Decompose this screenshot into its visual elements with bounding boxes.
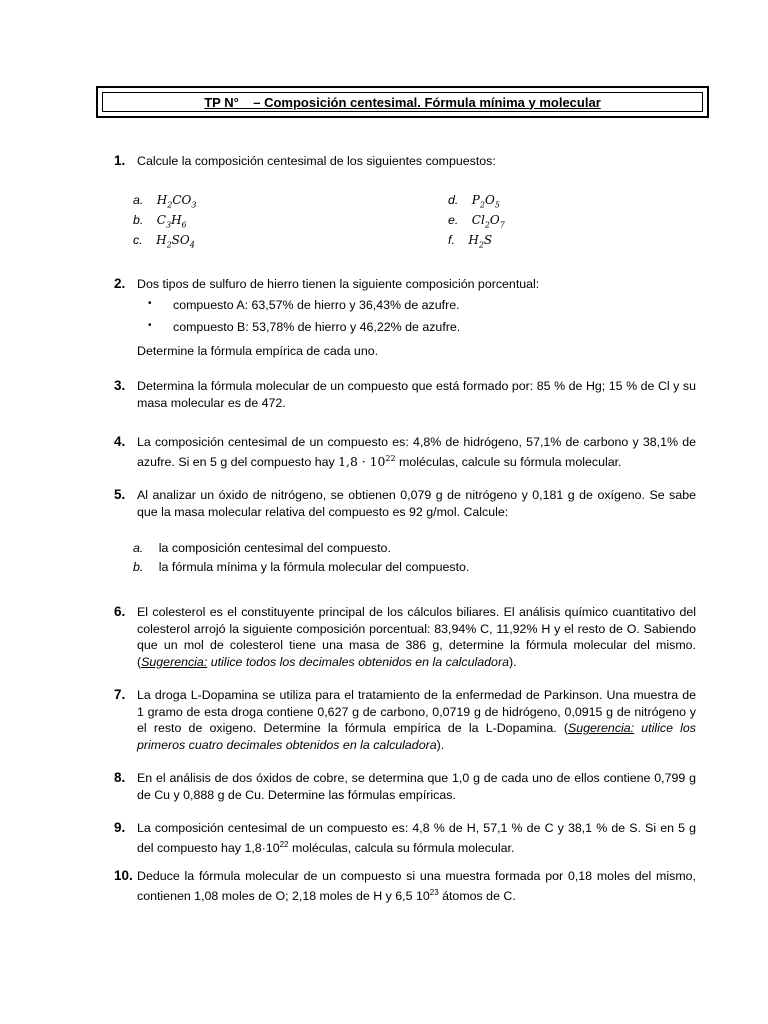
exercise-7 (114, 687, 696, 753)
bullet-item: • compuesto B: 53,78% de hierro y 46,22% de azufre. (148, 320, 461, 334)
exercise-2 (114, 276, 696, 293)
exercise-text: La composición centesimal de un compuesto es: 4,8 % de H, 57,1 % de C y 38,1 % de S. Si en 5 g del compuesto hay $1,8\cdot 10^{22}$ moléculas, calcula su fórmula molecular. (137, 821, 696, 855)
hint-text: utilice los primeros cuatro decimales obtenidos en la calculadora (137, 721, 696, 752)
exercise-6 (114, 604, 696, 670)
compound-item-d: d. $P_2O_5$ (448, 193, 500, 210)
compound-item-b: b. $C_3H_6$ (133, 213, 187, 230)
exercise-text: Calcule la composición centesimal de los siguientes compuestos: (137, 154, 496, 168)
exercise-number: 10. (114, 868, 133, 883)
formula: $H_2SO_4$ (156, 233, 195, 250)
bullet-icon: • (148, 298, 152, 309)
hint-label: Sugerencia: (567, 721, 635, 735)
exercise-text: Dos tipos de sulfuro de hierro tienen la siguiente composición porcentual: (137, 277, 540, 291)
exercise-number: 6. (114, 604, 126, 619)
formula: $Cl_2O_7$ (471, 213, 505, 230)
exercise-9 (114, 820, 696, 856)
exercise-5 (114, 487, 696, 520)
title-box (96, 86, 709, 118)
exercise-number: 8. (114, 770, 126, 785)
hint-label: Sugerencia: (141, 654, 208, 669)
formula: $C_3H_6$ (156, 213, 187, 230)
exercise-2-conclusion: Determine la fórmula empírica de cada uno. (137, 344, 379, 358)
exercise-number: 9. (114, 820, 126, 835)
compound-item-e: e. $Cl_2O_7$ (448, 213, 505, 230)
hint-text: utilice todos los decimales obtenidos en la calculadora (207, 654, 509, 669)
bullet-item: • compuesto A: 63,57% de hierro y 36,43% de azufre. (148, 298, 460, 312)
exercise-1 (114, 153, 696, 170)
exercise-3 (114, 378, 696, 411)
exercise-number: 4. (114, 434, 126, 449)
formula: $H_2S$ (468, 233, 493, 250)
bullet-icon: • (148, 320, 152, 331)
exercise-text: La composición centesimal de un compuesto es: 4,8% de hidrógeno, 57,1% de carbono y 38,1% de azufre. Si en 5 g del compuesto hay $1,8 \cdot 10^{22}$ moléculas, calcule su fórmula molecular. (137, 435, 696, 469)
exercise-number: 7. (114, 687, 126, 702)
exercise-number: 1. (114, 153, 126, 168)
exercise-text: Al analizar un óxido de nitrógeno, se obtienen 0,079 g de nitrógeno y 0,181 g de oxígeno. Se sabe que la masa molecular relativa del compuesto es 92 g/mol. Calcule: (137, 488, 696, 519)
exercise-10 (114, 868, 696, 904)
exercise-number: 2. (114, 276, 126, 291)
compound-item-a: a. $H_2CO_3$ (133, 193, 197, 210)
compound-item-c: c. $H_2SO_4$ (133, 233, 195, 250)
formula: $P_2O_5$ (471, 193, 500, 210)
exercise-text: El colesterol es el constituyente principal de los cálculos biliares. El análisis químico cuantitativo del colesterol arrojó la siguiente composición porcentual: 83,94% C, 11,92% H y el resto de O. Sabiendo que un mol de colesterol tiene una masa de 386 g, determine la fórmula molecular del mismo. (Sugerencia: utilice todos los decimales obtenidos en la calculadora). (137, 605, 696, 669)
exercise-number: 3. (114, 378, 126, 393)
formula: $H_2CO_3$ (156, 193, 197, 210)
page-title: TP N° – Composición centesimal. Fórmula mínima y molecular (102, 92, 703, 112)
exercise-number: 5. (114, 487, 126, 502)
exercise-text: La droga L-Dopamina se utiliza para el tratamiento de la enfermedad de Parkinson. Una muestra de 1 gramo de esta droga contiene 0,627 g de carbono, 0,0719 g de hidrógeno, 0,0915 g de nitrógeno y el resto de oxigeno. Determine la fórmula empírica de la L-Dopamina. (Sugerencia: utilice los primeros cuatro decimales obtenidos en la calculadora). (137, 688, 696, 752)
sub-question-a: a. la composición centesimal del compuesto. (133, 541, 391, 555)
exercise-8 (114, 770, 696, 803)
exercise-text: Deduce la fórmula molecular de un compuesto si una muestra formada por 0,18 moles del mismo, contienen 1,08 moles de O; 2,18 moles de H y 6,5 $10^{23}$ átomos de C. (137, 869, 696, 903)
exercise-4 (114, 434, 696, 470)
exercise-text: En el análisis de dos óxidos de cobre, se determina que 1,0 g de cada uno de ellos contiene 0,799 g de Cu y 0,888 g de Cu. Determine las fórmulas empíricas. (137, 771, 696, 802)
exercise-text: Determina la fórmula molecular de un compuesto que está formado por: 85 % de Hg; 15 % de Cl y su masa molecular es de 472. (137, 379, 696, 410)
compound-item-f: f. $H_2S$ (448, 233, 493, 250)
sub-question-b: b. la fórmula mínima y la fórmula molecular del compuesto. (133, 560, 470, 574)
